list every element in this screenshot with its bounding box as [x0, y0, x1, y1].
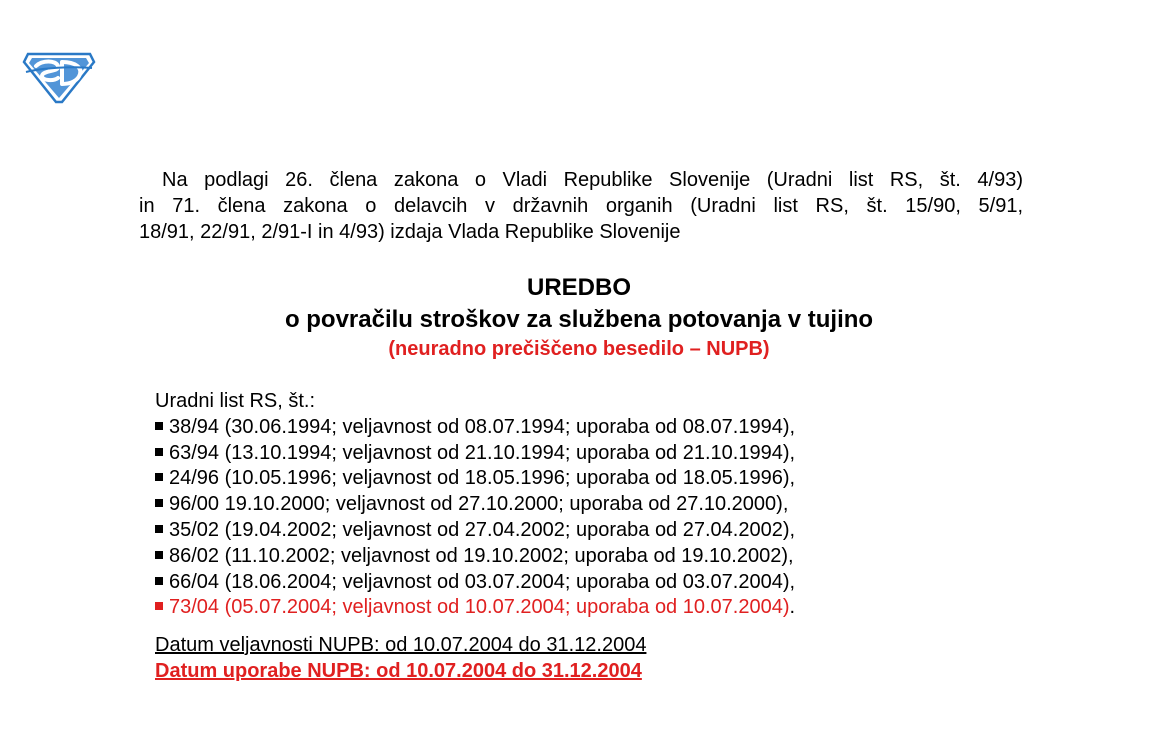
bullet-icon	[155, 577, 163, 585]
bullet-icon	[155, 551, 163, 559]
intro-paragraph	[139, 167, 1023, 245]
bullet-icon	[155, 448, 163, 456]
gazette-list-item: 86/02 (11.10.2002; veljavnost od 19.10.2002; uporaba od 19.10.2002),	[155, 544, 955, 570]
bullet-icon	[155, 499, 163, 507]
application-date: Datum uporabe NUPB: od 10.07.2004 do 31.12.2004	[155, 660, 642, 682]
bullet-icon	[155, 525, 163, 533]
sd-logo-icon	[22, 48, 96, 104]
document-unofficial-note: (neuradno prečiščeno besedilo – NUPB)	[388, 338, 770, 360]
gazette-list-item: 96/00 19.10.2000; veljavnost od 27.10.2000; uporaba od 27.10.2000),	[155, 492, 955, 518]
gazette-references	[155, 389, 955, 621]
bullet-icon	[155, 602, 163, 610]
gazette-heading: Uradni list RS, št.:	[155, 390, 316, 412]
bullet-icon	[155, 473, 163, 481]
gazette-list	[155, 415, 955, 621]
gazette-list-item: 35/02 (19.04.2002; veljavnost od 27.04.2002; uporaba od 27.04.2002),	[155, 518, 955, 544]
document-subtitle: o povračilu stroškov za službena potovanja v tujino	[284, 306, 874, 333]
gazette-list-item: 66/04 (18.06.2004; veljavnost od 03.07.2004; uporaba od 03.07.2004),	[155, 570, 955, 596]
bullet-icon	[155, 422, 163, 430]
document-title: UREDBO	[526, 274, 631, 301]
intro-line-3: 18/91, 22/91, 2/91-I in 4/93) izdaja Vlada Republike Slovenije	[139, 221, 681, 243]
intro-line-2: in 71. člena zakona o delavcih v državnih organih (Uradni list RS, št. 15/90, 5/91,	[139, 195, 1023, 217]
document-title-block	[139, 272, 1019, 362]
gazette-list-item: 38/94 (30.06.1994; veljavnost od 08.07.1994; uporaba od 08.07.1994),	[155, 415, 955, 441]
validity-date: Datum veljavnosti NUPB: od 10.07.2004 do 31.12.2004	[155, 634, 647, 656]
gazette-list-item: 63/94 (13.10.1994; veljavnost od 21.10.1994; uporaba od 21.10.1994),	[155, 441, 955, 467]
gazette-list-item: 24/96 (10.05.1996; veljavnost od 18.05.1996; uporaba od 18.05.1996),	[155, 466, 955, 492]
intro-line-1: Na podlagi 26. člena zakona o Vladi Republike Slovenije (Uradni list RS, št. 4/93)	[162, 169, 1023, 191]
nupb-dates	[155, 632, 646, 684]
gazette-list-item-current: 73/04 (05.07.2004; veljavnost od 10.07.2004; uporaba od 10.07.2004).	[155, 595, 955, 621]
